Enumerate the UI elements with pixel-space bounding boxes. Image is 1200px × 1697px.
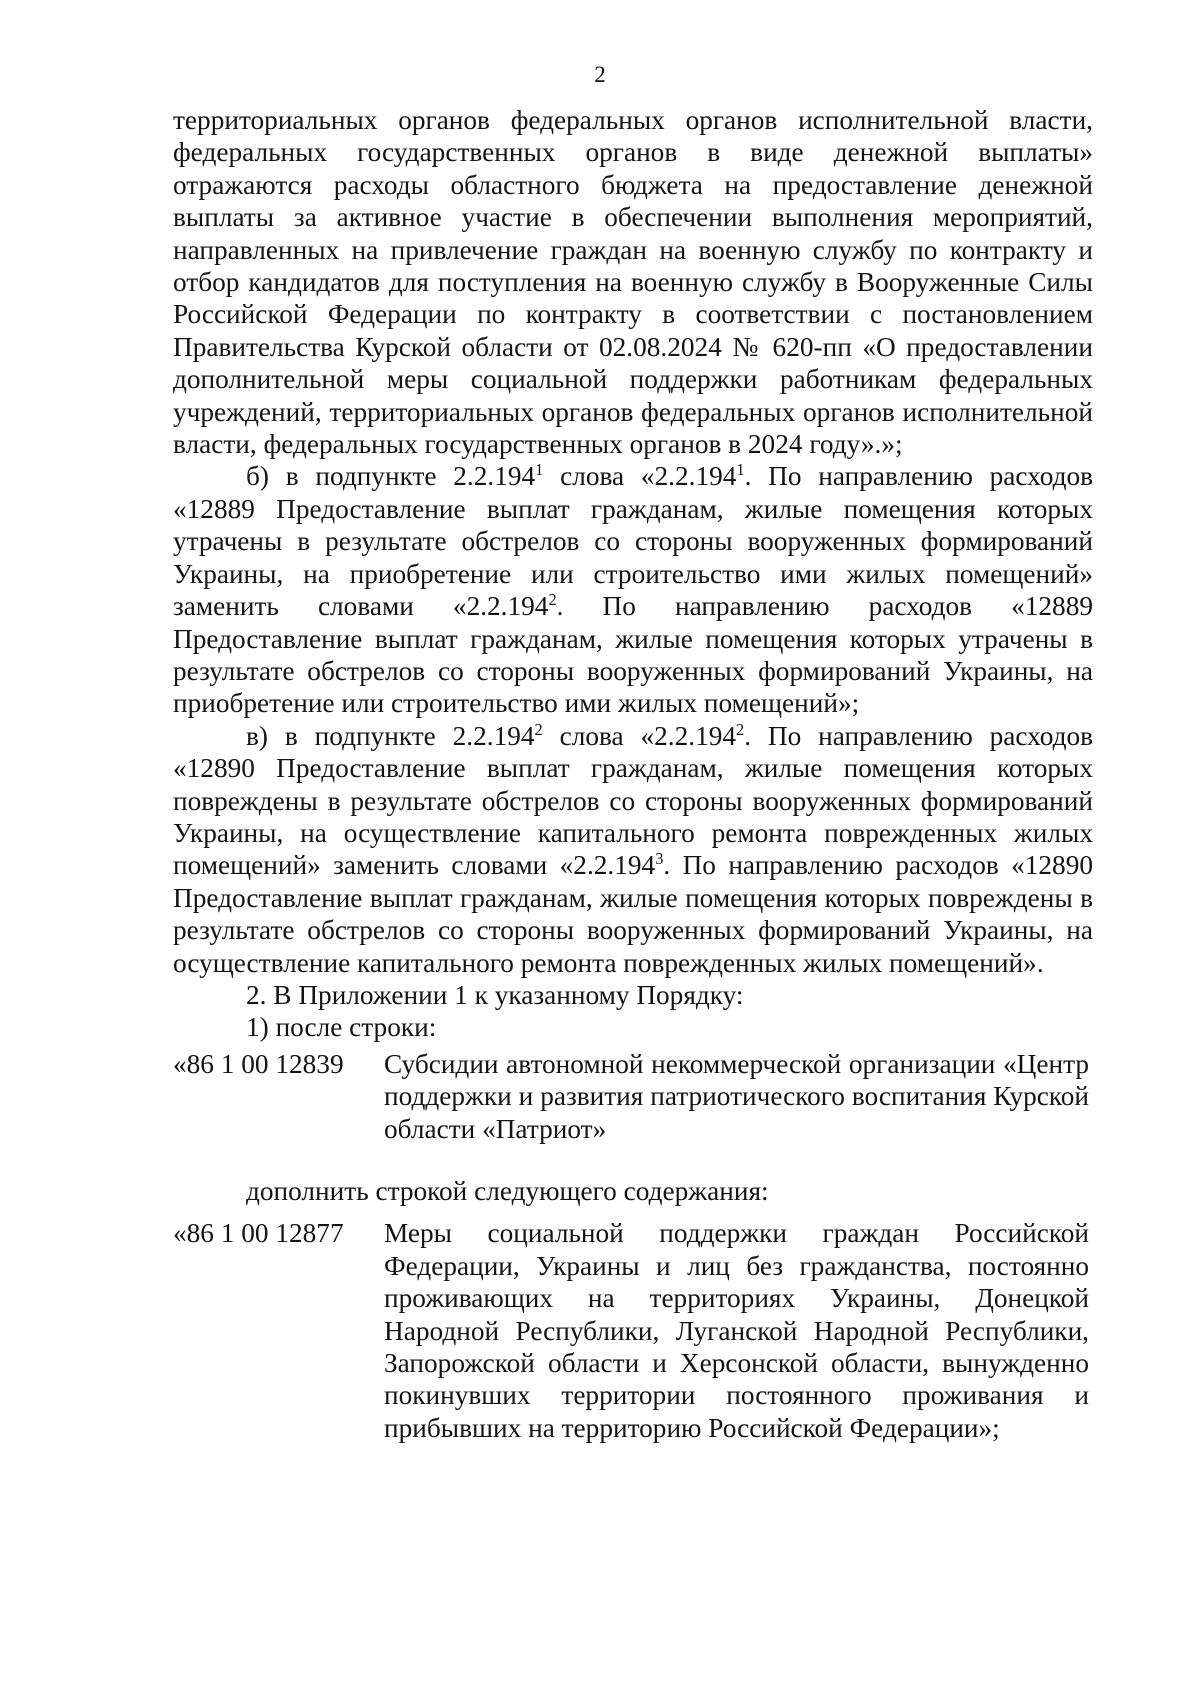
page-number: 2 [594,62,606,87]
paragraph-continuation: территориальных органов федеральных органов исполнительной власти, федеральных государственных органов в виде денежной выплаты» отражаются расходы областного бюджета на предоставление денежной выплаты за активное участие в обеспечении выполнения мероприятий, направленных на привлечение граждан на военную службу по контракту и отбор кандидатов для поступления на военную службу в Вооруженные Силы Российской Федерации по контракту в соответствии с постановлением Правительства Курской области от 02.08.2024 № 620-пп «О предоставлении дополнительной меры социальной поддержки работникам федеральных учреждений, территориальных органов федеральных органов исполнительной власти, федеральных государственных органов в 2024 году».»; [173,105,1093,460]
subitem-v-text-4: . По направлению расходов «12890 Предоставление выплат гражданам, жилые помещения которых повреждены в результате обстрелов со стороны вооруженных формирований Украины, на осуществление капитального ремонта поврежденных жилых помещений». [173,850,1093,978]
row-code: «86 1 00 12877 [173,1218,344,1249]
table-row-existing [173,1048,1093,1145]
subitem-v-sup-2: 2 [736,719,745,739]
subitem-b-sup-3: 2 [548,590,557,609]
row-description: Субсидии автономной некоммерческой организации «Центр поддержки и развития патриотического воспитания Курской области «Патриот» [384,1048,1089,1144]
subitem-b-text-1: б) в подпункте 2.2.194 [246,461,536,492]
subitem-b-text-2: слова «2.2.194 [543,461,737,492]
subitem-b-sup-2: 1 [736,460,745,480]
paragraph-item-2-1: 1) после строки: [246,1012,437,1043]
row-description: Меры социальной поддержки граждан Российской Федерации, Украины и лиц без гражданства, постоянно проживающих на территориях Украины, Донецкой Народной Республики, Луганской Народной Республики, Запорожской области и Херсонской области, вынужденно покинувших территории постоянного проживания и прибывших на территорию Российской Федерации»; [384,1218,1089,1443]
subitem-b-sup-1: 1 [535,460,544,480]
row-code: «86 1 00 12839 [173,1048,344,1079]
subitem-v-text-2: слова «2.2.194 [542,720,737,751]
paragraph-item-2: 2. В Приложении 1 к указанному Порядку: [246,979,744,1010]
paragraph-supplement: дополнить строкой следующего содержания: [246,1176,769,1206]
table-row-new [173,1217,1093,1444]
subitem-b-text-4: . По направлению расходов «12889 Предоставление выплат гражданам, жилые помещения которых утрачены в результате обстрелов со стороны вооруженных формирований Украины, на приобретение или строительство ими жилых помещений»; [173,591,1094,719]
subitem-b-text-3: . По направлению расходов «12889 Предоставление выплат гражданам, жилые помещения которых утрачены в результате обстрелов со стороны вооруженных формирований Украины, на приобретение или строительство ими жилых помещений» заменить словами «2.2.194 [173,461,1094,622]
subitem-v-text-1: в) в подпункте 2.2.194 [246,720,535,751]
paragraph-subitem-b [173,460,1093,719]
subitem-v-text-3: . По направлению расходов «12890 Предоставление выплат гражданам, жилые помещения которых повреждены в результате обстрелов со стороны вооруженных формирований Украины, на осуществление капитального ремонта поврежденных жилых помещений» заменить словами «2.2.194 [173,720,1094,881]
paragraph-subitem-v [173,720,1093,979]
subitem-v-sup-1: 2 [534,719,543,739]
subitem-v-sup-3: 3 [655,849,664,869]
document-body [173,104,1093,1444]
